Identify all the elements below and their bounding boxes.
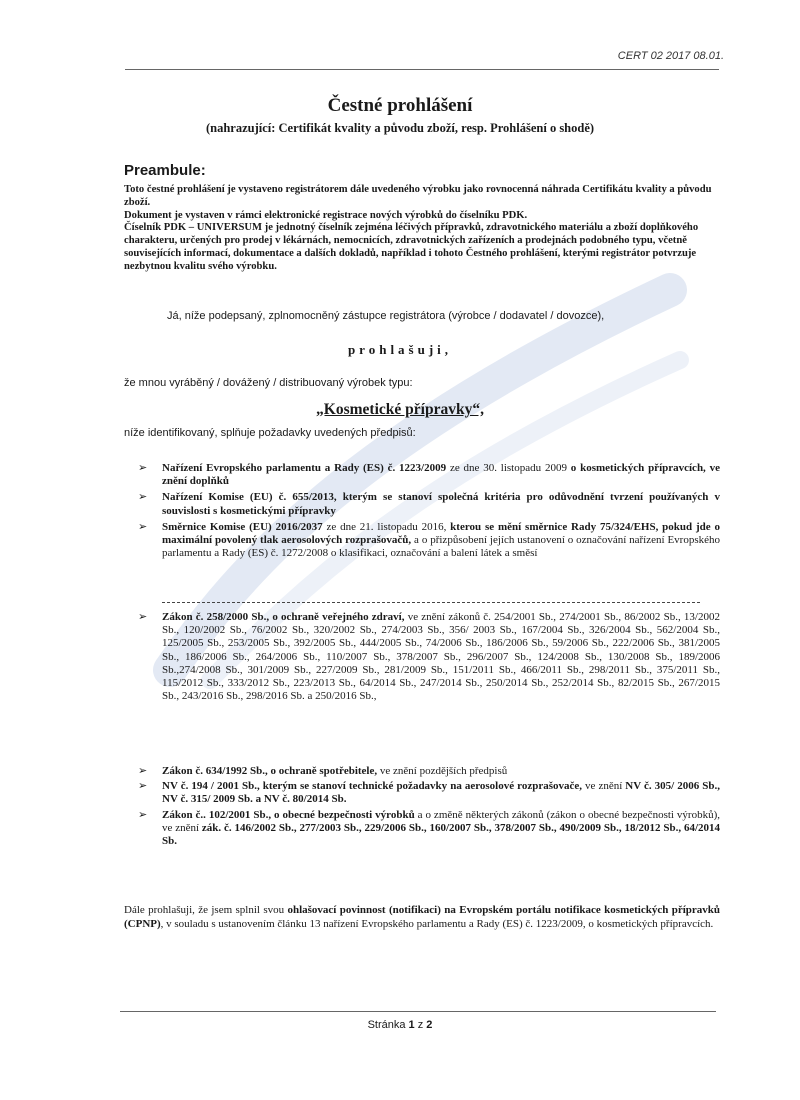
- preamble-paragraph: Dokument je vystaven v rámci elektronické registrace nových výrobků do číselníku PDK.: [124, 209, 528, 221]
- product-line: že mnou vyráběný / dovážený / distribuovaný výrobek typu:: [124, 377, 413, 389]
- cz-main-regulation: [138, 611, 720, 703]
- regulation-title: Nařízení Komise (EU) č. 655/2013, kterým se stanoví společná kritéria pro odůvodnění tvrzení používaných v souvislosti s kosmetickými přípravky: [162, 491, 720, 517]
- document-title: Čestné prohlášení: [327, 95, 473, 116]
- declaration-lead: Já, níže podepsaný, zplnomocněný zástupce registrátora (výrobce / dodavatel / dovozce),: [167, 310, 605, 322]
- regulation-text: a o změně některých zákonů (zákon o obecné bezpečnosti výrobků), ve znění: [162, 808, 720, 834]
- list-item: [138, 491, 720, 517]
- arrow-bullet-icon: ➢: [138, 765, 148, 777]
- regulation-text: ve znění zákonů č. 254/2001 Sb., 274/2001 Sb., 86/2002 Sb., 13/2002 Sb., 120/2002 Sb., 76/2002 Sb., 320/2002 Sb., 274/2003 Sb., 356/ 2003 Sb., 167/2004 Sb., 326/2004 Sb., 562/2004 Sb., 125/2005 Sb., 253/2005 Sb., 392/2005 Sb., 444/2005 Sb., 74/2006 Sb., 186/2006 Sb., 59/2006 Sb., 222/2006 Sb., 381/2005 Sb., 186/2006 Sb., 264/2006 Sb., 110/2007 Sb., 378/2007 Sb., 296/2007 Sb., 124/2008 Sb., 130/2008 Sb., 189/2006 Sb.,274/2008 Sb., 301/2009 Sb., 227/2009 Sb., 281/2009 Sb., 151/2011 Sb., 466/2011 Sb., 298/2011 Sb., 375/2011 Sb., 115/2012 Sb., 333/2012 Sb., 223/2013 Sb., 64/2014 Sb., 247/2014 Sb., 250/2014 Sb., 252/2014 Sb., 82/2015 Sb., 267/2015 Sb., 243/2016 Sb., 298/2016 Sb. a 250/2016 Sb.,: [162, 611, 720, 703]
- arrow-bullet-icon: ➢: [138, 520, 148, 533]
- arrow-bullet-icon: ➢: [138, 780, 148, 793]
- regulation-title: NV č. 194 / 2001 Sb., kterým se stanoví technické požadavky na aerosolové rozprašovače,: [162, 780, 583, 793]
- regulation-text: ze dne 21. listopadu 2016,: [322, 520, 451, 533]
- regulation-title: NV č. 305/ 2006 Sb., NV č. 315/ 2009 Sb. a NV č. 80/2014 Sb.: [162, 780, 721, 806]
- arrow-bullet-icon: ➢: [138, 808, 148, 821]
- certificate-code: CERT 02 2017 08.01.: [617, 50, 724, 62]
- page-label: Stránka: [367, 1019, 406, 1031]
- arrow-bullet-icon: ➢: [138, 491, 148, 504]
- declaration-verb: prohlašuji,: [347, 342, 453, 357]
- regulation-title: kterou se mění směrnice Rady 75/324/EHS, pokud jde o maximální povolený tlak aerosolových rozprašovačů,: [162, 520, 720, 547]
- header-rule: [125, 69, 719, 70]
- arrow-bullet-icon: ➢: [138, 462, 148, 474]
- preamble-body: [124, 184, 724, 274]
- regulation-title: Směrnice Komise (EU) 2016/2037: [162, 520, 323, 533]
- regulation-title: Zákon č. 258/2000 Sb., o ochraně veřejného zdraví,: [162, 611, 405, 623]
- section-divider: [162, 602, 700, 603]
- list-item: [138, 780, 720, 806]
- list-item: [138, 611, 720, 703]
- eu-regulations-list: [138, 462, 720, 563]
- regulation-title: Zákon č. 634/1992 Sb., o ochraně spotřebitele,: [162, 765, 378, 777]
- final-bold-text: ohlašovací povinnost (notifikaci) na Evropském portálu notifikace kosmetických přípravků (CPNP): [124, 904, 720, 930]
- regulation-text: ve znění: [582, 780, 626, 793]
- page-number: [0, 1019, 800, 1031]
- page-separator: z: [417, 1019, 424, 1031]
- final-text: Dále prohlašuji, že jsem splnil svou: [124, 904, 288, 916]
- page-current: 1: [408, 1019, 415, 1031]
- preamble-paragraph: Číselník PDK – UNIVERSUM je jednotný číselník zejména léčivých přípravků, zdravotnického materiálu a zboží doplňkového charakteru, určených pro prodej v lékárnách, nemocnicích, zdravotnických zařízeních a prodejnách podobného typu, včetně souvisejících informací, dokumentace a dalších dokladů, například i tohoto Čestného prohlášení, kterými registrátor potvrzuje nezbytnou kvalitu svého výrobku.: [124, 222, 699, 272]
- final-statement: [124, 903, 720, 931]
- document-subtitle: (nahrazující: Certifikát kvality a původu zboží, resp. Prohlášení o shodě): [205, 121, 595, 135]
- final-text: , v souladu s ustanovením článku 13 nařízení Evropského parlamentu a Rady (ES) č. 1223/2009, o kosmetických přípravcích.: [160, 918, 714, 930]
- requirements-intro: níže identifikovaný, splňuje požadavky uvedených předpisů:: [124, 427, 416, 439]
- footer-rule: [120, 1011, 716, 1012]
- arrow-bullet-icon: ➢: [138, 611, 148, 623]
- product-type: „Kosmetické přípravky“,: [316, 401, 484, 418]
- regulation-title: Nařízení Evropského parlamentu a Rady (ES) č. 1223/2009: [162, 462, 447, 474]
- preamble-paragraph: Toto čestné prohlášení je vystaveno registrátorem dále uvedeného výrobku jako rovnocenná náhrada Certifikátu kvality a původu zboží.: [124, 184, 712, 208]
- regulation-title: Zákon č.. 102/2001 Sb., o obecné bezpečnosti výrobků: [162, 808, 415, 821]
- regulation-text: ve znění pozdějších předpisů: [377, 765, 508, 777]
- list-item: [138, 521, 720, 561]
- page-total: 2: [426, 1019, 433, 1031]
- regulation-title: zák. č. 146/2002 Sb., 277/2003 Sb., 229/2006 Sb., 160/2007 Sb., 378/2007 Sb., 490/2009 Sb., 18/2012 Sb., 64/2014 Sb.: [162, 821, 720, 848]
- preamble-heading: Preambule:: [124, 162, 206, 179]
- list-item: [138, 809, 720, 849]
- list-item: [138, 462, 720, 488]
- regulation-title: o kosmetických přípravcích, ve znění doplňků: [162, 462, 721, 488]
- list-item: [138, 765, 720, 778]
- regulation-text: ze dne 30. listopadu 2009: [446, 462, 571, 474]
- cz-regulations-list: [138, 765, 720, 850]
- regulation-text: a o přizpůsobení jejích ustanovení o označování nařízení Evropského parlamentu a Rady (ES) č. 1272/2008 o klasifikaci, označování a balení látek a směsí: [162, 534, 720, 560]
